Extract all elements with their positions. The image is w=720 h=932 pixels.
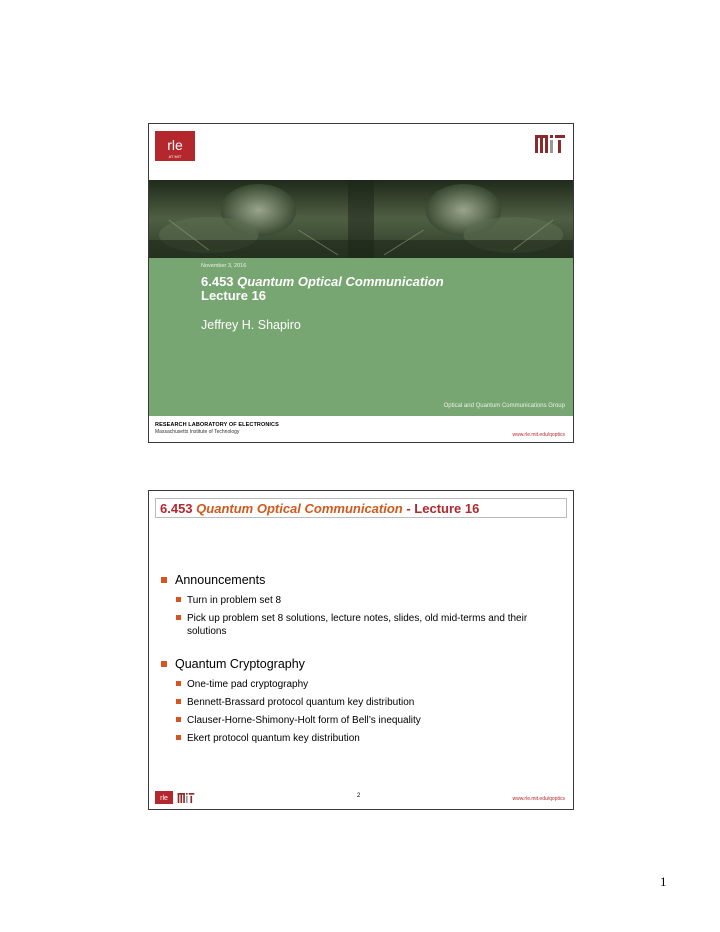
page-number: 1 xyxy=(660,874,667,889)
bullet-item: Pick up problem set 8 solutions, lecture notes, slides, old mid-terms and their solutions xyxy=(157,612,562,638)
svg-text:AT MIT: AT MIT xyxy=(168,154,182,159)
slide-title-box xyxy=(155,498,567,518)
bullet-list xyxy=(157,573,562,750)
slide-title xyxy=(160,501,479,516)
slide-header xyxy=(149,124,573,180)
title-lecture: - Lecture 16 xyxy=(402,501,480,516)
footer-url[interactable]: www.rle.mit.edu/qoptics xyxy=(512,796,565,802)
svg-text:rle: rle xyxy=(160,795,168,802)
bullet-item: Turn in problem set 8 xyxy=(157,594,562,607)
title-band xyxy=(149,258,573,416)
mit-logo xyxy=(535,135,565,153)
slide-footer xyxy=(149,416,573,442)
title-slide xyxy=(148,123,574,443)
group-name: Optical and Quantum Communications Group xyxy=(443,403,565,409)
footer-url[interactable]: www.rle.mit.edu/qoptics xyxy=(512,432,565,438)
bullet-item: Ekert protocol quantum key distribution xyxy=(157,732,562,745)
bullet-item: Bennett-Brassard protocol quantum key distribution xyxy=(157,696,562,709)
slide-footer xyxy=(149,787,573,809)
lecture-label: Lecture 16 xyxy=(201,288,267,303)
svg-text:rle: rle xyxy=(167,137,183,153)
lecture-title xyxy=(201,275,444,303)
lab-photo xyxy=(149,180,573,258)
bullet-item: One-time pad cryptography xyxy=(157,678,562,691)
agenda-slide xyxy=(148,490,574,810)
title-course-number: 6.453 xyxy=(160,501,193,516)
mit-logo-small xyxy=(177,793,195,803)
footer-institute: Massachusetts Institute of Technology xyxy=(155,429,240,435)
lecture-date: November 3, 2016 xyxy=(201,263,247,269)
course-title: Quantum Optical Communication xyxy=(237,274,444,289)
title-course-name: Quantum Optical Communication xyxy=(196,501,403,516)
slide-page-number: 2 xyxy=(357,793,361,799)
bullet-heading: Quantum Cryptography xyxy=(157,657,562,672)
course-number: 6.453 xyxy=(201,274,234,289)
author-name: Jeffrey H. Shapiro xyxy=(201,318,301,332)
footer-lab-name: RESEARCH LABORATORY OF ELECTRONICS xyxy=(155,422,279,428)
bullet-heading: Announcements xyxy=(157,573,562,588)
rle-logo-small xyxy=(155,791,173,804)
bullet-item: Clauser-Horne-Shimony-Holt form of Bell’s inequality xyxy=(157,714,562,727)
rle-logo xyxy=(155,131,195,161)
